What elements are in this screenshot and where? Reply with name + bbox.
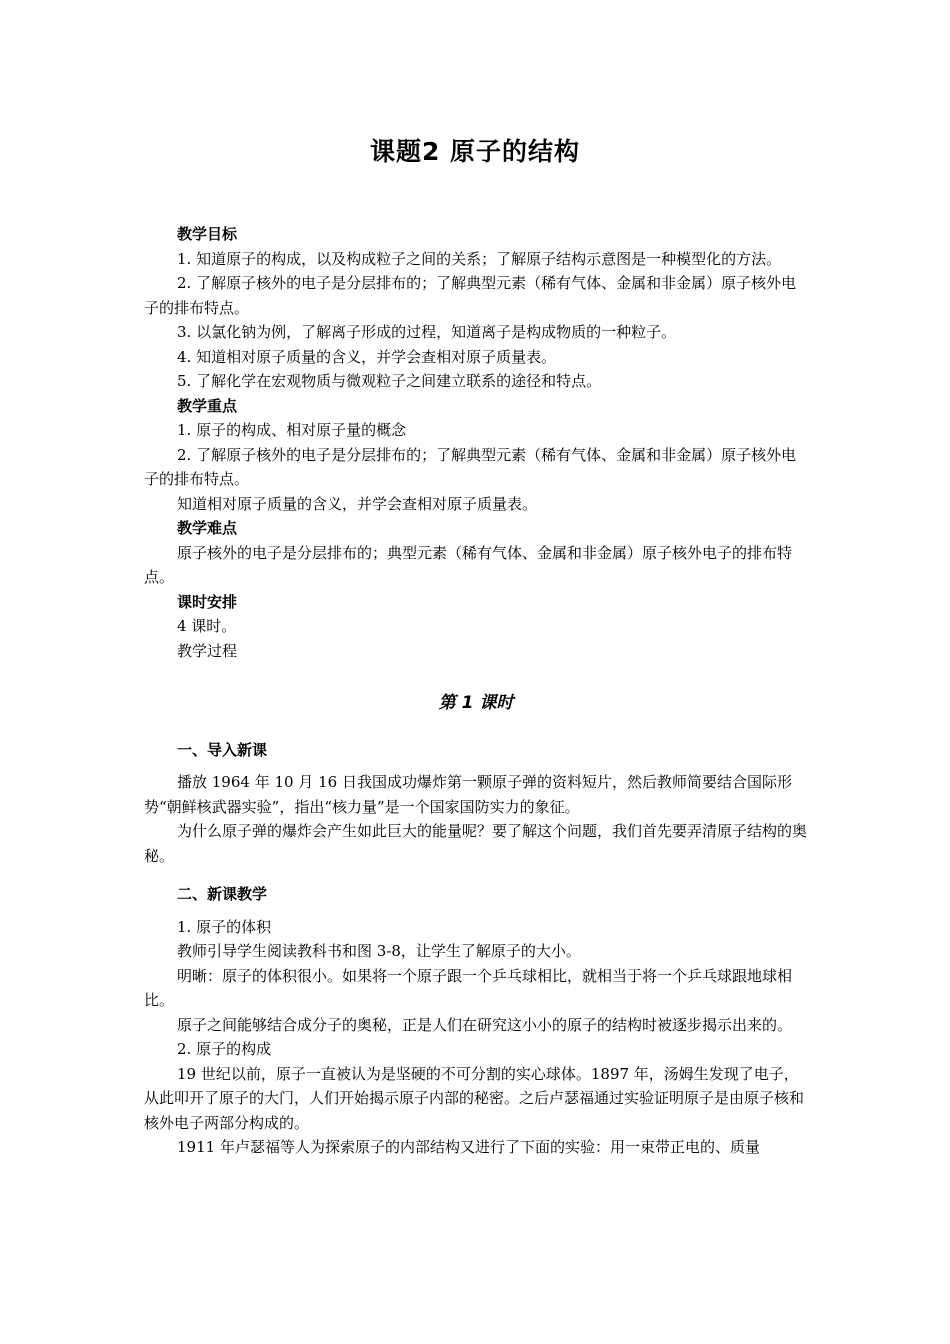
- paragraph: 播放 1964 年 10 月 16 日我国成功爆炸第一颗原子弹的资料短片，然后教师简要结合国际形势“朝鲜核武器实验”，指出“核力量”是一个国家国防实力的象征。: [144, 773, 792, 816]
- goal-item: 4. 知道相对原子质量的含义，并学会查相对原子质量表。: [177, 347, 557, 366]
- key-points-heading: 教学重点: [177, 396, 238, 415]
- paragraph: 19 世纪以前，原子一直被认为是坚硬的不可分割的实心球体。1897 年，汤姆生发现了电子，从此叩开了原子的大门，人们开始揭示原子内部的秘密。之后卢瑟福通过实验证明原子是由原子核和核外电子两部分构成的。: [144, 1064, 805, 1132]
- goal-item: 1. 知道原子的构成，以及构成粒子之间的关系；了解原子结构示意图是一种模型化的方法。: [177, 249, 782, 268]
- goal-item: 5. 了解化学在宏观物质与微观粒子之间建立联系的途径和特点。: [177, 372, 602, 390]
- schedule-heading: 课时安排: [177, 592, 238, 611]
- key-point-item: 2. 了解原子核外的电子是分层排布的；了解典型元素（稀有气体、金属和非金属）原子核外电子的排布特点。: [144, 445, 797, 488]
- subheading: 2. 原子的构成: [177, 1040, 272, 1058]
- key-point-item: 1. 原子的构成、相对原子量的概念: [177, 421, 407, 439]
- goal-item: 3. 以氯化钠为例，了解离子形成的过程，知道离子是构成物质的一种粒子。: [177, 323, 677, 341]
- difficult-points-heading: 教学难点: [177, 519, 238, 537]
- schedule-text: 4 课时。: [177, 617, 237, 635]
- paragraph: 1911 年卢瑟福等人为探索原子的内部结构又进行了下面的实验：用一束带正电的、质量: [177, 1138, 760, 1156]
- goals-heading: 教学目标: [177, 225, 238, 243]
- document-title: 课题2 原子的结构: [369, 137, 581, 166]
- paragraph: 原子之间能够结合成分子的奥秘，正是人们在研究这小小的原子的结构时被逐步揭示出来的。: [177, 1015, 793, 1034]
- document-body: [144, 222, 808, 1160]
- section-heading-intro: 一、导入新课: [177, 740, 268, 759]
- lesson-title: 第 1 课时: [438, 693, 514, 713]
- goal-item: 2. 了解原子核外的电子是分层排布的；了解典型元素（稀有气体、金属和非金属）原子核外电子的排布特点。: [144, 274, 797, 317]
- key-point-item: 知道相对原子质量的含义，并学会查相对原子质量表。: [177, 494, 538, 513]
- difficult-point-item: 原子核外的电子是分层排布的；典型元素（稀有气体、金属和非金属）原子核外电子的排布特点。: [144, 543, 793, 586]
- process-label: 教学过程: [177, 641, 238, 660]
- section-heading-new-lesson: 二、新课教学: [177, 885, 268, 903]
- subheading: 1. 原子的体积: [177, 917, 272, 936]
- paragraph: 为什么原子弹的爆炸会产生如此巨大的能量呢？要了解这个问题，我们首先要弄清原子结构的奥秘。: [144, 822, 808, 865]
- paragraph: 明晰：原子的体积很小。如果将一个原子跟一个乒乓球相比，就相当于将一个乒乓球跟地球相比。: [144, 966, 793, 1009]
- paragraph: 教师引导学生阅读教科书和图 3-8，让学生了解原子的大小。: [177, 942, 581, 960]
